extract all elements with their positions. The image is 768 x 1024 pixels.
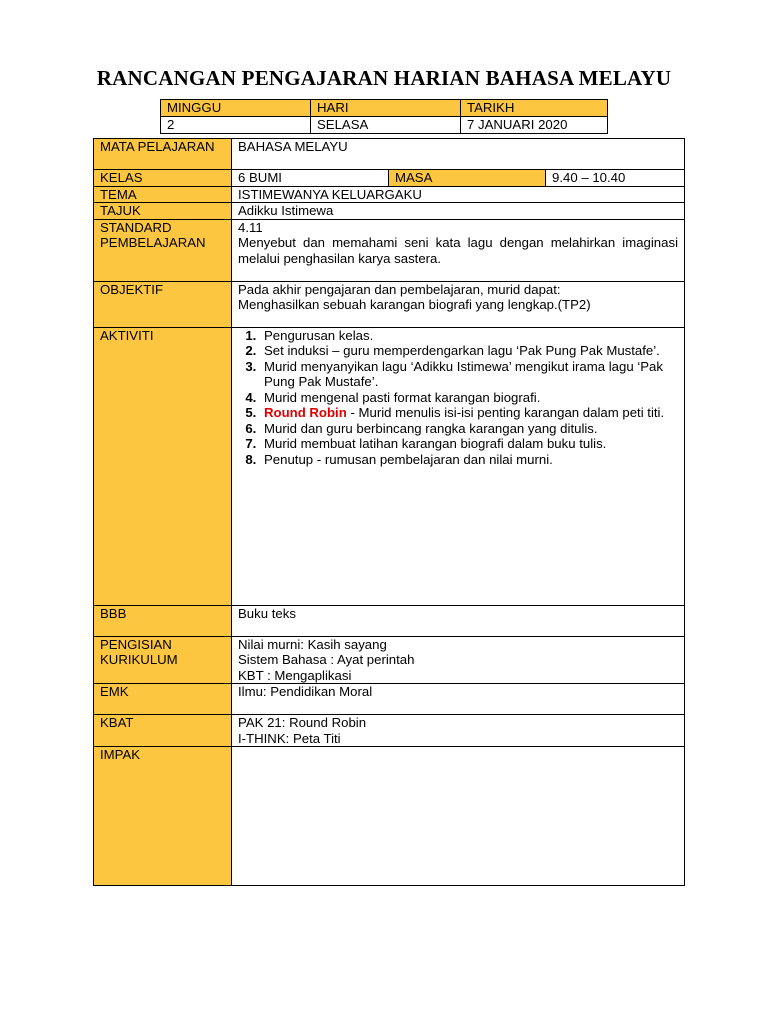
- objektif-label: OBJEKTIF: [94, 281, 232, 327]
- kbat-line: PAK 21: Round Robin: [238, 715, 367, 730]
- kelas-label: KELAS: [94, 170, 232, 187]
- aktiviti-item: 2. Set induksi – guru memperdengarkan lagu ‘Pak Pung Pak Mustafe’.: [260, 343, 678, 359]
- impak-label: IMPAK: [94, 747, 232, 886]
- standard-text: Menyebut dan memahami seni kata lagu dengan melahirkan imaginasi melalui penghasilan karya sastera.: [238, 235, 678, 266]
- hari-label: HARI: [311, 100, 461, 117]
- kbat-line: I-THINK: Peta Titi: [238, 730, 341, 746]
- kbat-cell: [232, 715, 685, 747]
- tarikh-value: 7 JANUARI 2020: [461, 117, 608, 134]
- objektif-line-1: Pada akhir pengajaran dan pembelajaran, murid dapat:: [238, 281, 561, 297]
- mata-pelajaran-value: BAHASA MELAYU: [232, 139, 685, 170]
- standard-cell: [232, 219, 685, 281]
- emk-label: EMK: [94, 684, 232, 715]
- pengisian-line: Nilai murni: Kasih sayang: [238, 636, 387, 652]
- masa-label: MASA: [389, 170, 546, 187]
- aktiviti-cell: [232, 327, 685, 605]
- pengisian-label: PENGISIAN KURIKULUM: [94, 636, 232, 684]
- aktiviti-item: 8. Penutup - rumusan pembelajaran dan nilai murni.: [260, 452, 678, 468]
- kelas-value: 6 BUMI: [232, 170, 389, 187]
- tajuk-label: TAJUK: [94, 203, 232, 220]
- tema-value: ISTIMEWANYA KELUARGAKU: [232, 186, 685, 203]
- standard-code: 4.11: [238, 219, 263, 235]
- aktiviti-item: 3. Murid menyanyikan lagu ‘Adikku Istimewa’ mengikut irama lagu ‘Pak Pung Pak Mustafe’.: [260, 359, 678, 390]
- hari-value: SELASA: [311, 117, 461, 134]
- aktiviti-item: 1. Pengurusan kelas.: [260, 328, 678, 344]
- impak-value: [232, 747, 685, 886]
- objektif-line-2: Menghasilkan sebuah karangan biografi yang lengkap.(TP2): [238, 297, 591, 312]
- pengisian-line: Sistem Bahasa : Ayat perintah: [238, 652, 415, 667]
- bbb-label: BBB: [94, 605, 232, 636]
- header-table: [160, 99, 608, 134]
- minggu-value: 2: [161, 117, 311, 134]
- aktiviti-item: 7. Murid membuat latihan karangan biografi dalam buku tulis.: [260, 436, 678, 452]
- tarikh-label: TARIKH: [461, 100, 608, 117]
- minggu-label: MINGGU: [161, 100, 311, 117]
- standard-label: STANDARD PEMBELAJARAN: [94, 219, 232, 281]
- tajuk-value: Adikku Istimewa: [232, 203, 685, 220]
- pengisian-line: KBT : Mengaplikasi: [238, 667, 352, 683]
- aktiviti-item-text: - Murid menulis isi-isi penting karangan dalam peti titi.: [350, 405, 665, 420]
- masa-value: 9.40 – 10.40: [546, 170, 685, 187]
- bbb-value: Buku teks: [232, 605, 685, 636]
- objektif-cell: [232, 281, 685, 327]
- aktiviti-item: [260, 405, 678, 421]
- kbat-label: KBAT: [94, 715, 232, 747]
- page-title: RANCANGAN PENGAJARAN HARIAN BAHASA MELAYU: [96, 66, 672, 90]
- aktiviti-item: 4. Murid mengenal pasti format karangan biografi.: [260, 390, 678, 406]
- tema-label: TEMA: [94, 186, 232, 203]
- lesson-plan-table: [93, 138, 685, 886]
- aktiviti-item: 6. Murid dan guru berbincang rangka karangan yang ditulis.: [260, 421, 678, 437]
- round-robin-highlight: Round Robin: [264, 405, 347, 420]
- emk-value: Ilmu: Pendidikan Moral: [232, 684, 685, 715]
- mata-pelajaran-label: MATA PELAJARAN: [94, 139, 232, 170]
- aktiviti-label: AKTIVITI: [94, 327, 232, 605]
- pengisian-cell: [232, 636, 685, 684]
- aktiviti-list: [238, 328, 678, 468]
